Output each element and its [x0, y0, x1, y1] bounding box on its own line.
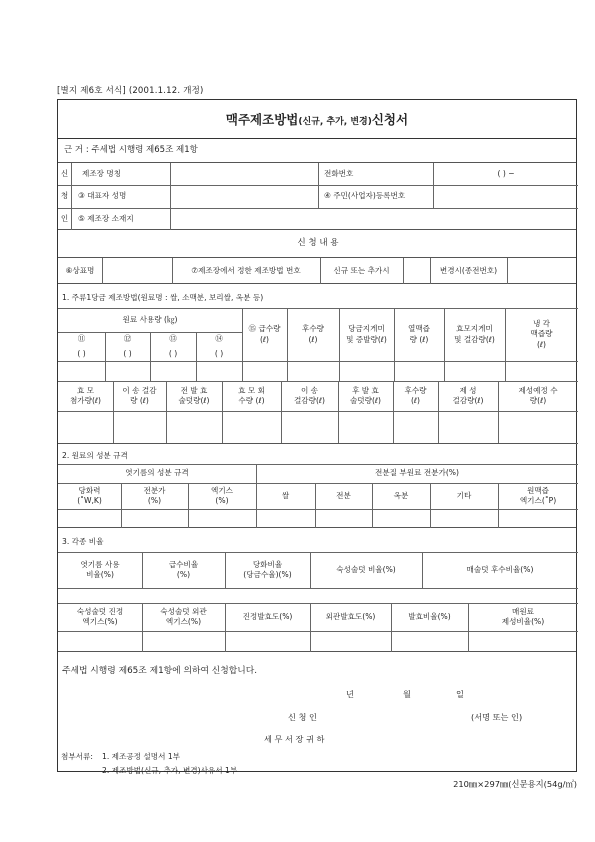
extract-label: 엑기스 (%)	[210, 485, 233, 505]
yeast-recovery-label: 효 모 회 수량 (ℓ)	[238, 385, 265, 405]
real-ferment-label: 진정발효도(%)	[242, 611, 293, 621]
on-change-field[interactable]	[508, 259, 577, 283]
adjunct-group: 전분질 부원료 전분가(%)	[375, 468, 459, 478]
applicant-sign-label: 신 청 인	[288, 712, 317, 722]
yeast-add-label: 효 모 첨가량(ℓ)	[69, 385, 102, 405]
declaration: 주세법 시행령 제65조 제1항에 의하여 신청합니다.	[62, 666, 258, 676]
col-12-paren[interactable]: ( )	[123, 348, 132, 358]
post-water-2-label: 후수량 (ℓ)	[404, 385, 427, 405]
basis-text: 근 거 : 주세법 시행령 제65조 제1항	[64, 145, 198, 156]
post-water-ratio-label: 매술덧 후수비율(%)	[466, 564, 534, 574]
post-ferment-label: 후 발 효 술덧량(ℓ)	[349, 385, 382, 405]
malt-ratio-label: 엿기름 사용 비율(%)	[80, 559, 120, 579]
cooling-wort-label: 냉 각 맥즙량 (ℓ)	[530, 319, 553, 349]
transfer-loss-2-label: 이 송 걸감량(ℓ)	[293, 385, 326, 405]
pre-ferment-label: 전 발 효 술덧량(ℓ)	[178, 385, 210, 405]
date-day: 일	[456, 689, 464, 699]
col-14-label: ⑭	[215, 334, 223, 344]
material-finish-label: 매원료 제성비율(%)	[501, 606, 545, 626]
original-wort-label: 원맥즙 엑기스(˚P)	[519, 485, 557, 505]
factory-location-field[interactable]	[171, 209, 577, 229]
saccharify-label: 당금지게미 및 증발량(ℓ)	[346, 324, 387, 344]
brand-row	[58, 258, 576, 284]
phone-field[interactable]: ( ) −	[497, 168, 515, 178]
form-title	[58, 100, 576, 139]
section-1-entry-row-2[interactable]	[58, 412, 578, 443]
method-no-label: ⑦제조장에서 정한 제조방법 번호	[191, 265, 301, 275]
finish-loss-label: 제 성 걸감량(ℓ)	[452, 385, 484, 405]
water-add-label: ⑮ 급수량 (ℓ)	[248, 324, 281, 344]
phone-label: 전화번호	[324, 168, 354, 178]
material-usage-label: 원료 사용량 (㎏)	[122, 314, 178, 324]
side-char-1: 신	[60, 168, 69, 178]
apparent-extract-label: 숙성술덧 외관 엑기스(%)	[160, 606, 207, 626]
post-water-label: 후수량 (ℓ)	[301, 324, 324, 344]
section-3	[58, 528, 576, 652]
section-1-entry-row-1[interactable]	[58, 362, 578, 381]
brand-field[interactable]	[103, 259, 171, 283]
col-13-label: ⑬	[169, 334, 177, 344]
aged-ratio-label: 숙성술덧 비율(%)	[336, 564, 396, 574]
section-2-title: 2. 원료의 성분 규격	[62, 451, 128, 460]
real-extract-label: 숙성술덧 진정 엑기스(%)	[76, 606, 124, 626]
rep-name-field[interactable]	[171, 186, 317, 207]
applicant-block	[58, 163, 576, 230]
basis-row	[58, 139, 576, 163]
section-1	[58, 284, 576, 465]
water-ratio-label: 급수비율 (%)	[168, 559, 199, 579]
col-12-label: ⑫	[123, 334, 132, 344]
malt-spec-group: 엿기름의 성분 규격	[125, 468, 189, 478]
section-2-entry-row[interactable]	[58, 510, 578, 528]
content-header: 신 청 내 용	[297, 238, 339, 249]
side-char-3: 인	[60, 213, 69, 223]
addressee: 세 무 서 장 귀 하	[264, 734, 325, 744]
title-main: 맥주제조방법	[225, 112, 299, 127]
title-end: 신청서	[371, 112, 409, 127]
title-paren: (신규, 추가, 변경)	[298, 117, 372, 127]
on-change-label: 변경시(종전번호)	[439, 265, 498, 275]
col-14-paren[interactable]: ( )	[214, 348, 224, 358]
resident-no-field[interactable]	[434, 186, 577, 207]
apparent-ferment-label: 외관발효도(%)	[325, 611, 376, 621]
brand-label: ⑥상표명	[65, 265, 95, 275]
factory-location-label: ⑤ 제조장 소재지	[78, 213, 134, 223]
starch-label: 전분	[336, 490, 351, 500]
paper-size-note: 210㎜×297㎜(신문용지(54g/㎡)	[453, 779, 577, 789]
date-month: 월	[403, 689, 411, 699]
factory-name-field[interactable]	[171, 164, 317, 184]
section-1-title: 1. 주류1당금 제조방법(원료명 : 쌀, 소맥분, 보리쌀, 옥분 등)	[62, 293, 264, 302]
resident-no-label: ④ 주민(사업자)등록번호	[324, 191, 406, 201]
content-header-row	[58, 230, 576, 258]
form-reference: [별지 제6호 서식] (2001.1.12. 개정)	[57, 86, 204, 96]
date-year: 년	[346, 689, 354, 699]
transfer-loss-label: 이 송 걸감 량 (ℓ)	[122, 385, 157, 405]
col-13-paren[interactable]: ( )	[168, 348, 178, 358]
attachment-2: 2. 제조방법(신규, 추가, 변경)사유서 1부	[102, 766, 238, 775]
corn-label: 옥분	[393, 490, 409, 500]
attachment-1: 1. 제조공정 설명서 1부	[102, 752, 181, 761]
other-label: 기타	[456, 490, 472, 500]
attachments-label: 첨부서류:	[61, 752, 93, 761]
new-or-add-field[interactable]	[404, 259, 429, 283]
ferment-ratio-label: 발효비율(%)	[408, 611, 451, 621]
section-3-entry-row-2[interactable]	[58, 632, 578, 652]
applicant-sign-field[interactable]	[328, 707, 458, 723]
section-3-entry-row-1[interactable]	[58, 589, 578, 603]
application-form	[57, 99, 577, 775]
rep-name-label: ③ 대표자 성명	[78, 191, 127, 201]
starch-value-label: 전분가 (%)	[143, 485, 166, 505]
finish-expected-label: 제성예정 수 량(ℓ)	[518, 385, 558, 405]
yeast-waste-label: 효모지게미 및 걸감량(ℓ)	[454, 324, 495, 344]
factory-name-label: 제조장 명칭	[82, 168, 122, 178]
new-or-add-label: 신규 또는 추가시	[333, 265, 390, 275]
saccharify-ratio-label: 당화비율 (당금수율)(%)	[243, 559, 292, 579]
wort-label: 열맥즙 량 (ℓ)	[407, 324, 430, 344]
side-char-2: 청	[60, 191, 69, 201]
col-11-label: ⑪	[77, 334, 86, 344]
section-2	[58, 443, 576, 528]
rice-label: 쌀	[281, 490, 290, 500]
sign-note: (서명 또는 인)	[471, 712, 523, 722]
section-3-title: 3. 각종 비율	[62, 537, 104, 546]
diastatic-label: 당화력 (˚W,K)	[77, 485, 102, 505]
col-11-paren[interactable]: ( )	[77, 348, 86, 358]
